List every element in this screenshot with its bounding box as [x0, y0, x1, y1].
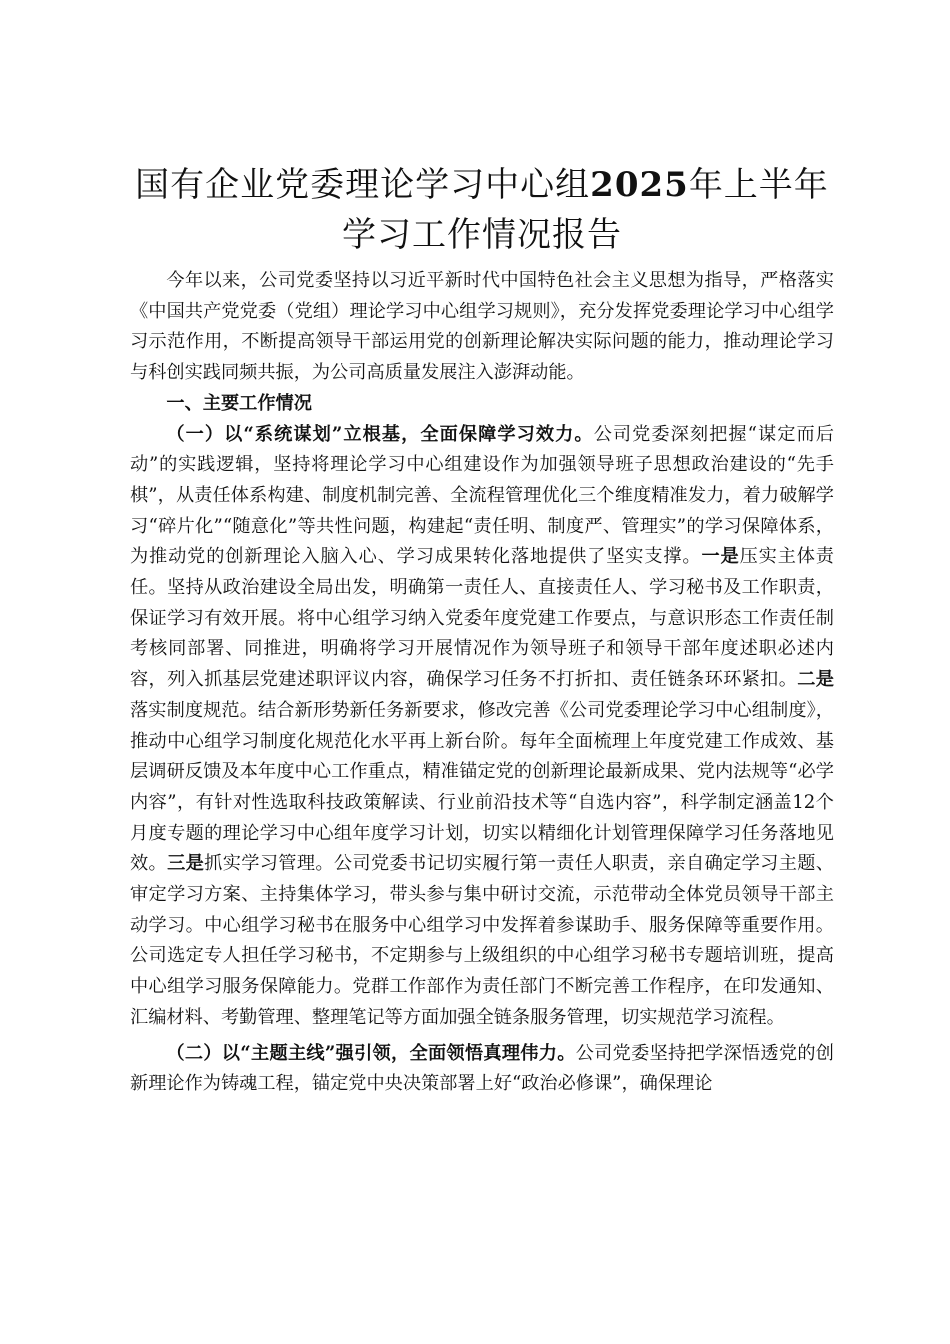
title-line2: 学习工作情况报告 — [342, 215, 622, 255]
subsection-1-text-d: 抓实学习管理。公司党委书记切实履行第一责任人职责，亲自确定学习主题、审定学习方案、主持集体学习，带头参与集中研讨交流，示范带动全体党员领导干部主动学习。中心组学习秘书在服务中心组学习中发挥着参谋助手、服务保障等重要作用。公司选定专人担任学习秘书，不定期参与上级组织的中心组学习秘书专题培训班，提高中心组学习服务保障能力。党群工作部作为责任部门不断完善工作程序，在印发通知、汇编材料、考勤管理、整理笔记等方面加强全链条服务管理，切实规范学习流程。 — [130, 853, 834, 1028]
point-marker-2: 二是 — [797, 669, 834, 691]
subsection-1-lead: （一）以“系统谋划”立根基，全面保障学习效力。 — [166, 423, 594, 445]
subsection-1-text-b: 压实主体责任。坚持从政治建设全局出发，明确第一责任人、直接责任人、学习秘书及工作职责，保证学习有效开展。将中心组学习纳入党委年度党建工作要点，与意识形态工作责任制考核同部署、同推进，明确将学习开展情况作为领导班子和领导干部年度述职必述内容，列入抓基层党建述职评议内容，确保学习任务不打折扣、责任链条环环紧扣。 — [130, 546, 834, 691]
subsection-2-paragraph — [130, 1039, 834, 1100]
section-heading-1: 一、主要工作情况 — [166, 392, 312, 414]
subsection-2-lead: （二）以“主题主线”强引领，全面领悟真理伟力。 — [166, 1042, 576, 1064]
point-marker-3: 三是 — [167, 853, 205, 875]
document-page — [130, 160, 834, 1100]
intro-paragraph: 今年以来，公司党委坚持以习近平新时代中国特色社会主义思想为指导，严格落实《中国共产党党委（党组）理论学习中心组学习规则》，充分发挥党委理论学习中心组学习示范作用，不断提高领导干部运用党的创新理论解决实际问题的能力，推动理论学习与科创实践同频共振，为公司高质量发展注入澎湃动能。 — [130, 270, 834, 384]
title-line1-part-a: 国有企业党委理论学习中心组 — [135, 165, 591, 205]
title-year: 2025 — [590, 165, 689, 205]
subsection-1-text-c: 落实制度规范。结合新形势新任务新要求，修改完善《公司党委理论学习中心组制度》，推动中心组学习制度化规范化水平再上新台阶。每年全面梳理上年度党建工作成效、基层调研反馈及本年度中心工作重点，精准锚定党的创新理论最新成果、党内法规等“必学内容”，有针对性选取科技政策解读、行业前沿技术等“自选内容”，科学制定涵盖12个月度专题的理论学习中心组年度学习计划，切实以精细化计划管理保障学习任务落地见效。 — [130, 699, 834, 875]
subsection-1-paragraph — [130, 420, 834, 1034]
subsection-1-text-a: 公司党委深刻把握“谋定而后动”的实践逻辑，坚持将理论学习中心组建设作为加强领导班子思想政治建设的“先手棋”，从责任体系构建、制度机制完善、全流程管理优化三个维度精准发力，着力破解学习“碎片化”“随意化”等共性问题，构建起“责任明、制度严、管理实”的学习保障体系，为推动党的创新理论入脑入心、学习成果转化落地提供了坚实支撑。 — [130, 423, 834, 568]
document-title — [130, 160, 834, 260]
title-line1 — [135, 165, 829, 205]
title-line1-part-b: 年上半年 — [688, 165, 829, 205]
subsection-2-text: 公司党委坚持把学深悟透党的创新理论作为铸魂工程，锚定党中央决策部署上好“政治必修课”，确保理论 — [130, 1042, 834, 1095]
point-marker-1: 一是 — [701, 546, 740, 568]
